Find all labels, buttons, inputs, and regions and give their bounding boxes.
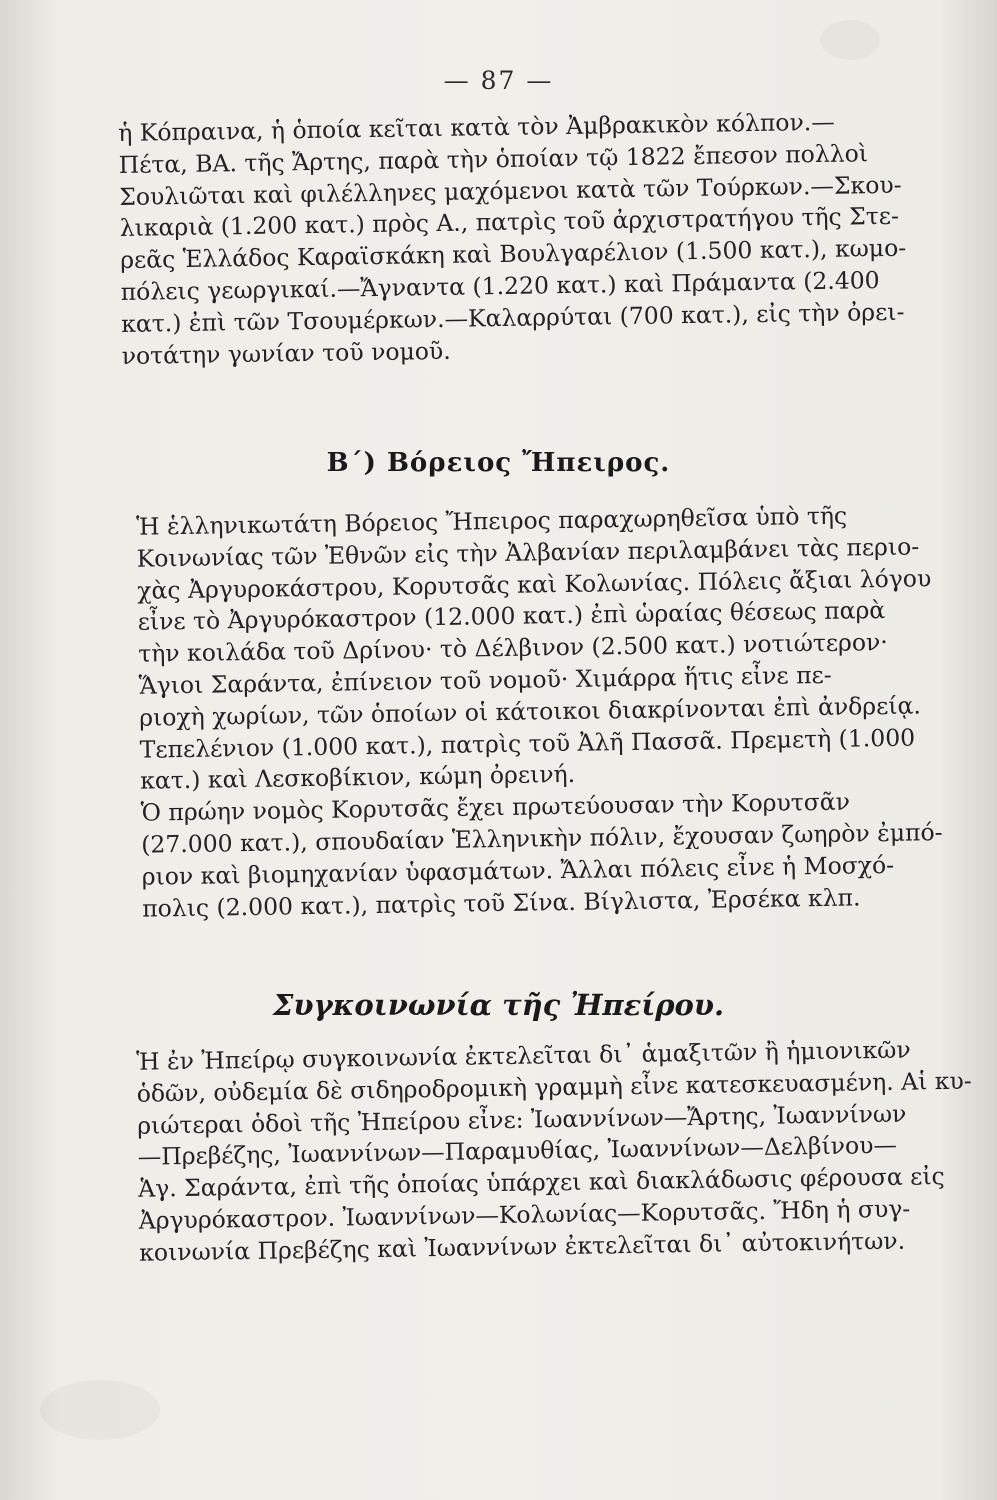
text-line: Ἀργυρόκαστρον. Ἰωαννίνων—Κολωνίας—Κορυτσᾶς. Ἤδη ἡ συγ-: [138, 1194, 911, 1235]
paragraph-1: [118, 106, 907, 372]
paper-stain: [40, 1380, 160, 1440]
text-line: ριοχὴ χωρίων, τῶν ὁποίων οἱ κάτοικοι διακρίνονται ἐπὶ ἀνδρείᾳ.: [139, 691, 922, 732]
paragraph-3: [122, 786, 943, 925]
section-heading-epirus-communications: Συγκοινωνία τῆς Ἠπείρου.: [272, 988, 725, 1022]
text-line: (27.000 κατ.), σπουδαίαν Ἑλληνικὴν πόλιν, ἔχουσαν ζωηρὸν ἐμπό-: [141, 818, 943, 859]
text-line: νοτάτην γωνίαν τοῦ νομοῦ.: [121, 336, 451, 370]
text-line: ὁδῶν, οὐδεμία δὲ σιδηροδρομικὴ γραμμὴ εἶνε κατεσκευασμένη. Αἱ κυ-: [136, 1066, 972, 1108]
text-line: ριον καὶ βιομηχανίαν ὑφασμάτων. Ἄλλαι πόλεις εἶνε ἡ Μοσχό-: [141, 850, 895, 891]
text-line: πολις (2.000 κατ.), πατρὶς τοῦ Σίνα. Βίγλιστα, Ἐρσέκα κλπ.: [142, 882, 861, 923]
text-line: Ἡ ἐν Ἠπείρῳ συγκοινωνία ἐκτελεῖται δι᾽ ἁμαξιτῶν ἢ ἡμιονικῶν: [136, 1035, 911, 1076]
text-line: κατ.) ἐπὶ τῶν Τσουμέρκων.—Καλαρρύται (700 κατ.), εἰς τὴν ὀρει-: [121, 297, 905, 338]
text-line: πόλεις γεωργικαί.—Ἄγναντα (1.220 κατ.) καὶ Πράμαντα (2.400: [120, 266, 880, 306]
page-number: — 87 —: [443, 66, 554, 95]
paragraph-4: [118, 1035, 972, 1269]
text-line: ριώτεραι ὁδοὶ τῆς Ἠπείρου εἶνε: Ἰωαννίνων—Ἄρτης, Ἰωαννίνων: [137, 1099, 907, 1140]
text-line: Ἡ ἑλληνικωτάτη Βόρειος Ἤπειρος παραχωρηθεῖσα ὑπὸ τῆς: [136, 501, 848, 541]
section-communications-body: [118, 1035, 972, 1269]
text-line: Ἁγ. Σαράντα, ἐπὶ τῆς ὁποίας ὑπάρχει καὶ διακλάδωσις φέρουσα εἰς: [138, 1162, 945, 1203]
text-line: κοινωνία Πρεβέζης καὶ Ἰωαννίνων ἐκτελεῖται δι᾽ αὐτοκινήτων.: [139, 1226, 906, 1267]
text-line: —Πρεβέζης, Ἰωαννίνων—Παραμυθίας, Ἰωαννίνων—Δελβίνου—: [137, 1131, 898, 1172]
text-line: Ἅγιοι Σαράντα, ἐπίνειον τοῦ νομοῦ· Χιμάρρα ἥτις εἶνε πε-: [138, 660, 832, 700]
text-line: χὰς Ἀργυροκάστρου, Κορυτσᾶς καὶ Κολωνίας. Πόλεις ἄξιαι λόγου: [137, 563, 932, 605]
text-line: ἡ Κόπραινα, ἡ ὁποία κεῖται κατὰ τὸν Ἀμβρακικὸν κόλπον.—: [118, 107, 835, 147]
text-line: Πέτα, ΒΑ. τῆς Ἄρτης, παρὰ τὴν ὁποίαν τῷ 1822 ἔπεσον πολλοὶ: [118, 139, 869, 179]
paper-stain: [820, 20, 880, 60]
text-line: Σουλιῶται καὶ φιλέλληνες μαχόμενοι κατὰ τῶν Τούρκων.—Σκου-: [119, 170, 902, 211]
text-line: τὴν κοιλάδα τοῦ Δρίνου· τὸ Δέλβινον (2.500 κατ.) νοτιώτερον·: [138, 628, 888, 668]
paragraph-2: [118, 500, 932, 798]
text-line: Ὁ πρώην νομὸς Κορυτσᾶς ἔχει πρωτεύουσαν τὴν Κορυτσᾶν: [140, 787, 851, 827]
section-northern-epirus-body: [118, 500, 943, 925]
text-line: Κοινωνίας τῶν Ἐθνῶν εἰς τὴν Ἀλβανίαν περιλαμβάνει τὰς περιο-: [136, 532, 920, 573]
text-line: εἶνε τὸ Ἀργυρόκαστρον (12.000 κατ.) ἐπὶ ὡραίας θέσεως παρὰ: [137, 596, 886, 637]
text-line: Τεπελένιον (1.000 κατ.), πατρὶς τοῦ Ἀλῆ Πασσᾶ. Πρεμετὴ (1.000: [139, 723, 916, 764]
text-line: ρεᾶς Ἑλλάδος Καραϊσκάκη καὶ Βουλγαρέλιον (1.500 κατ.), κωμο-: [120, 233, 907, 275]
section-heading-northern-epirus: Β΄) Βόρειος Ἤπειρος.: [326, 448, 671, 478]
paragraph-continuation: [118, 106, 907, 372]
text-line: λικαριὰ (1.200 κατ.) πρὸς Α., πατρὶς τοῦ ἀρχιστρατήγου τῆς Στε-: [119, 202, 900, 243]
text-line: κατ.) καὶ Λεσκοβίκιον, κώμη ὀρεινή.: [140, 760, 576, 796]
